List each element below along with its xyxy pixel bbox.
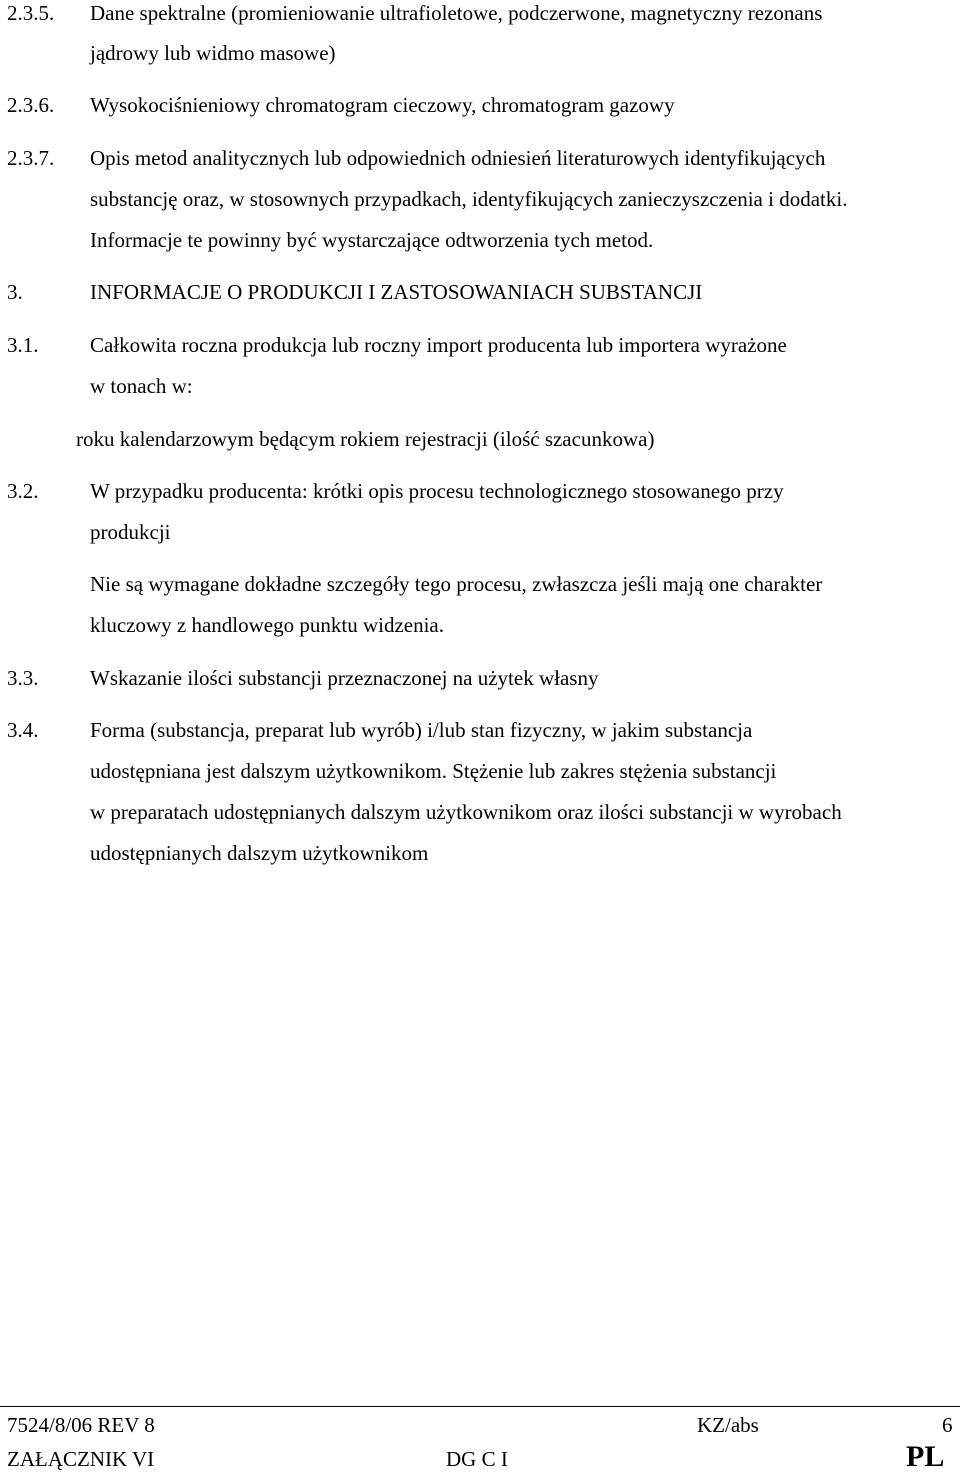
item-text-line: w tonach w: <box>90 374 193 398</box>
footer-language: PL <box>906 1440 945 1473</box>
item-text-line: udostępniana jest dalszym użytkownikom. Stężenie lub zakres stężenia substancji <box>90 759 777 783</box>
item-note-line: roku kalendarzowym będącym rokiem rejestracji (ilość szacunkowa) <box>76 427 655 451</box>
item-number: 2.3.5. <box>7 1 55 25</box>
item-number: 3.4. <box>7 718 39 742</box>
item-number: 3.3. <box>7 666 39 690</box>
footer-annex: ZAŁĄCZNIK VI <box>7 1447 155 1471</box>
footer-author: KZ/abs <box>697 1413 759 1437</box>
item-text-line: udostępnianych dalszym użytkownikom <box>90 841 429 865</box>
item-text-line: Informacje te powinny być wystarczające odtworzenia tych metod. <box>90 228 654 252</box>
item-text-line: Forma (substancja, preparat lub wyrób) i/lub stan fizyczny, w jakim substancja <box>90 718 753 742</box>
item-text-line: jądrowy lub widmo masowe) <box>90 41 336 65</box>
footer-doc-ref: 7524/8/06 REV 8 <box>7 1413 155 1437</box>
item-number: 2.3.6. <box>7 93 55 117</box>
item-text-line: Całkowita roczna produkcja lub roczny import producenta lub importera wyrażone <box>90 333 787 357</box>
item-text-line: Dane spektralne (promieniowanie ultrafioletowe, podczerwone, magnetyczny rezonans <box>90 1 823 25</box>
footer-divider <box>0 1406 960 1407</box>
item-text-line: substancję oraz, w stosownych przypadkach, identyfikujących zanieczyszczenia i dodatki. <box>90 187 848 211</box>
item-text-line: Wysokociśnieniowy chromatogram cieczowy, chromatogram gazowy <box>90 93 675 117</box>
section-heading: INFORMACJE O PRODUKCJI I ZASTOSOWANIACH SUBSTANCJI <box>90 280 703 304</box>
item-text-line: Wskazanie ilości substancji przeznaczonej na użytek własny <box>90 666 599 690</box>
item-text-line: produkcji <box>90 520 171 544</box>
footer-dg: DG C I <box>446 1447 508 1471</box>
item-number: 3.1. <box>7 333 39 357</box>
item-text-line: W przypadku producenta: krótki opis procesu technologicznego stosowanego przy <box>90 479 784 503</box>
item-text-line: w preparatach udostępnianych dalszym użytkownikom oraz ilości substancji w wyrobach <box>90 800 842 824</box>
section-number: 3. <box>7 280 23 304</box>
item-note-line: kluczowy z handlowego punktu widzenia. <box>90 613 444 637</box>
footer-page-number: 6 <box>942 1413 953 1437</box>
item-text-line: Opis metod analitycznych lub odpowiednich odniesień literaturowych identyfikujących <box>90 146 826 170</box>
item-number: 3.2. <box>7 479 39 503</box>
item-note-line: Nie są wymagane dokładne szczegóły tego procesu, zwłaszcza jeśli mają one charakter <box>90 572 823 596</box>
item-number: 2.3.7. <box>7 146 55 170</box>
